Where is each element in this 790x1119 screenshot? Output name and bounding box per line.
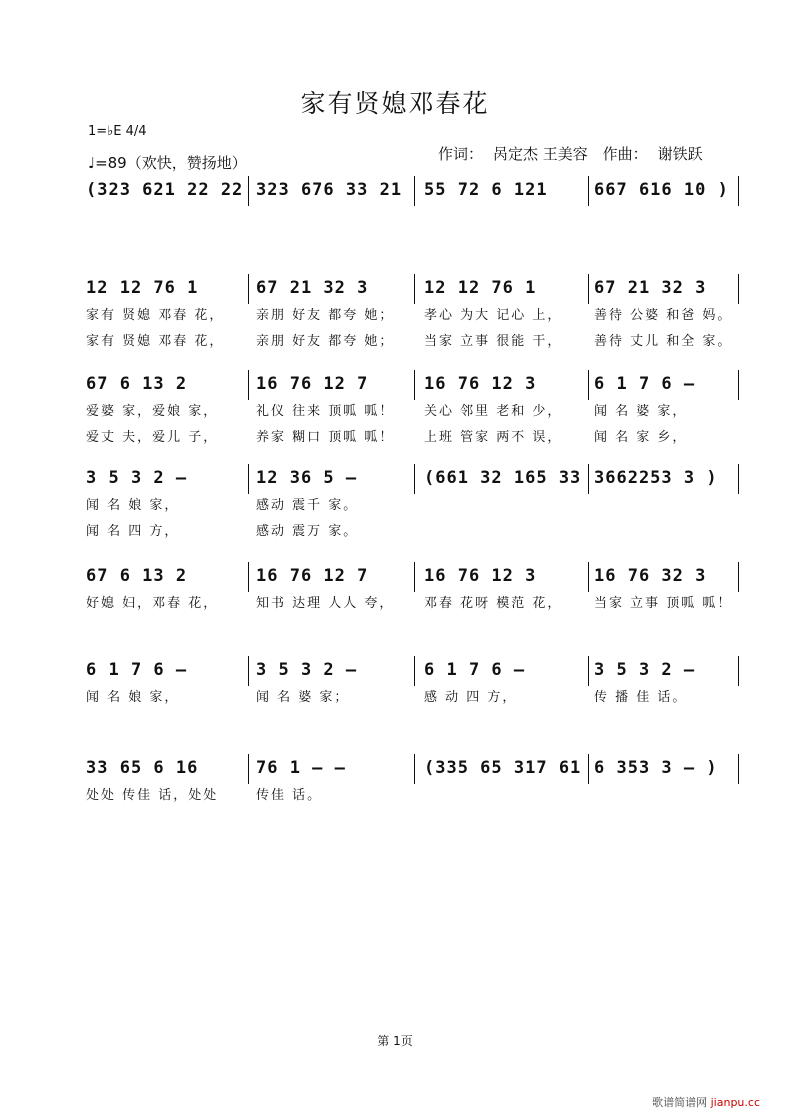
watermark-text: 歌谱简谱网 (652, 1096, 708, 1109)
bar-line (414, 562, 415, 592)
lyric-line: 邓春 花呀 模范 花， (424, 596, 563, 611)
measure-notes: (661 32 165 33 (424, 468, 582, 488)
measure-notes: 12 36 5 – (256, 468, 358, 488)
lyric-line: 闻 名 婆 家； (256, 690, 350, 705)
bar-line (248, 274, 249, 304)
lyric-line: 养家 糊口 顶呱 呱！ (256, 430, 395, 445)
bar-line (738, 176, 739, 206)
bar-line (248, 656, 249, 686)
bar-line (414, 274, 415, 304)
bar-line (248, 176, 249, 206)
bar-line (588, 656, 589, 686)
bar-line (248, 754, 249, 784)
lyric-line: 处处 传佳 话，处处 (86, 788, 219, 803)
credits (438, 143, 713, 164)
lyric-line: 关心 邻里 老和 少， (424, 404, 563, 419)
measure-notes: 12 12 76 1 (86, 278, 199, 298)
measure-notes: 6 1 7 6 – (424, 660, 526, 680)
measure-notes: 3 5 3 2 – (594, 660, 696, 680)
lyric-line: 善待 公婆 和爸 妈。 (594, 308, 733, 323)
bar-line (738, 274, 739, 304)
lyric-line: 礼仪 往来 顶呱 呱！ (256, 404, 395, 419)
measure-notes: 6 1 7 6 – (594, 374, 696, 394)
measure-notes: 55 72 6 121 (424, 180, 548, 200)
lyric-line: 传 播 佳 话。 (594, 690, 688, 705)
measure-notes: 16 76 12 7 (256, 566, 369, 586)
composer-label: 作曲： (602, 145, 648, 163)
bar-line (414, 656, 415, 686)
bar-line (738, 754, 739, 784)
measure-notes: 76 1 – – (256, 758, 346, 778)
lyric-line: 上班 管家 两不 误， (424, 430, 563, 445)
bar-line (588, 274, 589, 304)
measure-notes: 3 5 3 2 – (256, 660, 358, 680)
bar-line (588, 754, 589, 784)
bar-line (414, 370, 415, 400)
measure-notes: 16 76 12 3 (424, 566, 537, 586)
measure-notes: 67 21 32 3 (594, 278, 707, 298)
bar-line (738, 464, 739, 494)
bar-line (738, 370, 739, 400)
measure-notes: 67 21 32 3 (256, 278, 369, 298)
bar-line (588, 464, 589, 494)
bar-line (738, 562, 739, 592)
lyric-line: 感动 震千 家。 (256, 498, 359, 513)
measure-notes: (323 621 22 22 (86, 180, 244, 200)
lyric-line: 爱婆 家，爱娘 家， (86, 404, 219, 419)
lyricists: 呙定杰 王美容 (493, 145, 588, 163)
lyric-line: 闻 名 婆 家， (594, 404, 688, 419)
lyric-line: 好媳 妇，邓春 花， (86, 596, 219, 611)
measure-notes: 3662253 3 ) (594, 468, 718, 488)
watermark (652, 1094, 760, 1110)
measure-notes: 323 676 33 21 (256, 180, 403, 200)
measure-notes: 16 76 32 3 (594, 566, 707, 586)
bar-line (414, 464, 415, 494)
lyric-line: 亲朋 好友 都夸 她； (256, 334, 395, 349)
measure-notes: 33 65 6 16 (86, 758, 199, 778)
measure-notes: 3 5 3 2 – (86, 468, 188, 488)
lyric-line: 闻 名 娘 家， (86, 498, 180, 513)
lyric-line: 感动 震万 家。 (256, 524, 359, 539)
tempo-marking: ♩=89（欢快，赞扬地） (88, 154, 247, 172)
bar-line (414, 176, 415, 206)
lyric-line: 当家 立事 顶呱 呱！ (594, 596, 733, 611)
measure-notes: 667 616 10 ) (594, 180, 729, 200)
lyric-line: 亲朋 好友 都夸 她； (256, 308, 395, 323)
key-signature: 1=♭E 4/4 (88, 124, 147, 139)
lyric-line: 家有 贤媳 邓春 花， (86, 308, 225, 323)
measure-notes: 12 12 76 1 (424, 278, 537, 298)
lyric-line: 善待 丈儿 和全 家。 (594, 334, 733, 349)
bar-line (588, 176, 589, 206)
lyricists-label: 作词： (438, 145, 484, 163)
measure-notes: 67 6 13 2 (86, 566, 188, 586)
measure-notes: 16 76 12 3 (424, 374, 537, 394)
lyric-line: 爱丈 夫，爱儿 子， (86, 430, 219, 445)
bar-line (248, 370, 249, 400)
lyric-line: 闻 名 娘 家， (86, 690, 180, 705)
bar-line (588, 562, 589, 592)
lyric-line: 闻 名 家 乡， (594, 430, 688, 445)
watermark-url: jianpu.cc (710, 1096, 760, 1109)
lyric-line: 当家 立事 很能 干， (424, 334, 563, 349)
bar-line (248, 464, 249, 494)
composer: 谢铁跃 (657, 145, 703, 163)
bar-line (414, 754, 415, 784)
lyric-line: 感 动 四 方， (424, 690, 518, 705)
lyric-line: 知书 达理 人人 夸， (256, 596, 395, 611)
page-number: 第 1页 (377, 1034, 413, 1048)
measure-notes: 67 6 13 2 (86, 374, 188, 394)
lyric-line: 家有 贤媳 邓春 花， (86, 334, 225, 349)
page-title: 家有贤媳邓春花 (300, 89, 490, 118)
measure-notes: (335 65 317 61 (424, 758, 582, 778)
bar-line (588, 370, 589, 400)
measure-notes: 16 76 12 7 (256, 374, 369, 394)
measure-notes: 6 1 7 6 – (86, 660, 188, 680)
bar-line (738, 656, 739, 686)
lyric-line: 传佳 话。 (256, 788, 323, 803)
bar-line (248, 562, 249, 592)
measure-notes: 6 353 3 – ) (594, 758, 718, 778)
lyric-line: 孝心 为大 记心 上， (424, 308, 563, 323)
lyric-line: 闻 名 四 方， (86, 524, 180, 539)
